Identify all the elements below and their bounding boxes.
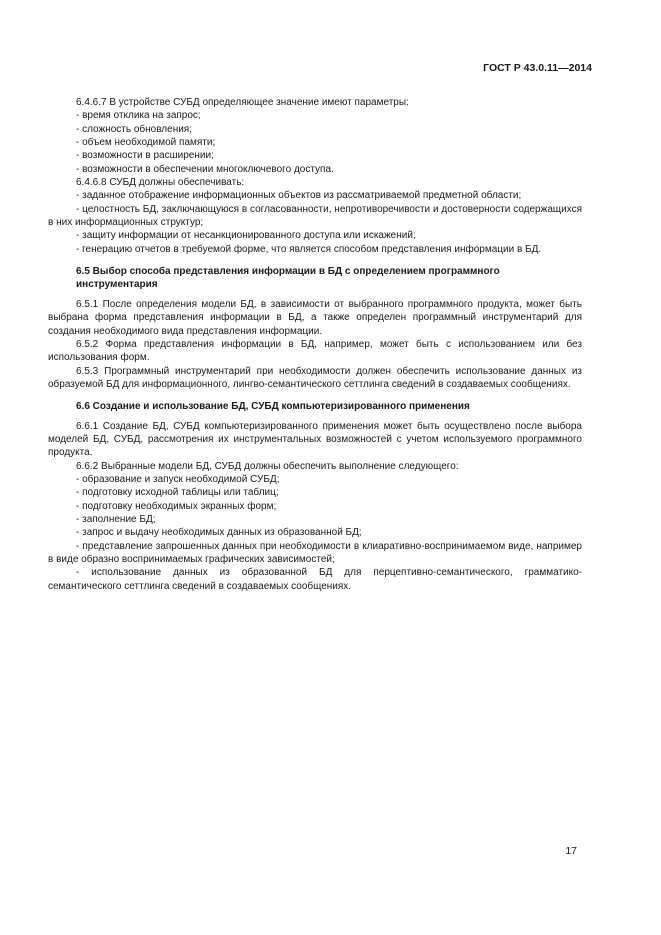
- list-item: - подготовку исходной таблицы или таблиц;: [76, 487, 279, 499]
- paragraph: 6.5.3 Программный инструментарий при необходимости должен обеспечить использование данных из образуемой БД для информационного, лингво-семантического сеттлинга сведений в создаваемых сообщениях.: [48, 365, 582, 390]
- document-body: [48, 96, 582, 593]
- list-item: - возможности в обеспечении многоключевого доступа.: [76, 163, 334, 175]
- section-heading-6-5: 6.5 Выбор способа представления информации в БД с определением программного инструментария: [76, 266, 500, 291]
- list-item: - объем необходимой памяти;: [76, 137, 216, 149]
- list-item: - генерацию отчетов в требуемой форме, что является способом представления информации в БД.: [76, 243, 542, 255]
- paragraph: 6.5.2 Форма представления информации в БД, например, может быть с использованием или без использования форм.: [48, 338, 582, 364]
- list-item: - представление запрошенных данных при необходимости в клиаративно-воспринимаемом виде, например в виде образно воспринимаемых графических зависимостей;: [48, 540, 582, 565]
- section-heading-6-6: 6.6 Создание и использование БД, СУБД компьютеризированного применения: [76, 401, 470, 413]
- paragraph: 6.4.6.8 СУБД должны обеспечивать:: [76, 177, 245, 189]
- list-item: - защиту информации от несанкционированного доступа или искажений;: [76, 230, 416, 242]
- list-item: - запрос и выдачу необходимых данных из образованной БД;: [76, 527, 362, 539]
- list-item: - образование и запуск необходимой СУБД;: [76, 473, 280, 485]
- list-item: - время отклика на запрос;: [76, 110, 201, 122]
- list-item: - подготовку необходимых экранных форм;: [76, 500, 277, 512]
- list-item: - заполнение БД;: [76, 513, 156, 525]
- list-item: - целостность БД, заключающуюся в согласованности, непротиворечивости и достоверности содержащихся в них информационных структур;: [48, 203, 582, 229]
- list-item: - использование данных из образованной БД для перцептивно-семантического, грамматико-семантического сеттлинга сведений в создаваемых сообщениях.: [48, 567, 582, 592]
- list-item: - заданное отображение информационных объектов из рассматриваемой предметной области;: [76, 190, 522, 202]
- paragraph: 6.5.1 После определения модели БД, в зависимости от выбранного программного продукта, может быть выбрана форма представления информации в БД, а также определен программный инструментарий для создания необходимого вида представления информации.: [48, 298, 582, 337]
- paragraph: 6.6.2 Выбранные модели БД, СУБД должны обеспечить выполнение следующего:: [76, 460, 459, 472]
- list-item: - сложность обновления;: [76, 123, 193, 135]
- paragraph: 6.6.1 Создание БД, СУБД компьютеризированного применения может быть осуществлено после выбора моделей БД, СУБД, рассмотрения их инструментальных возможностей с учетом используемого программного продукта.: [48, 420, 582, 459]
- document-header: ГОСТ Р 43.0.11—2014: [483, 62, 592, 74]
- page-number: 17: [565, 845, 577, 857]
- list-item: - возможности в расширении;: [76, 150, 214, 162]
- paragraph: 6.4.6.7 В устройстве СУБД определяющее значение имеют параметры:: [76, 97, 409, 108]
